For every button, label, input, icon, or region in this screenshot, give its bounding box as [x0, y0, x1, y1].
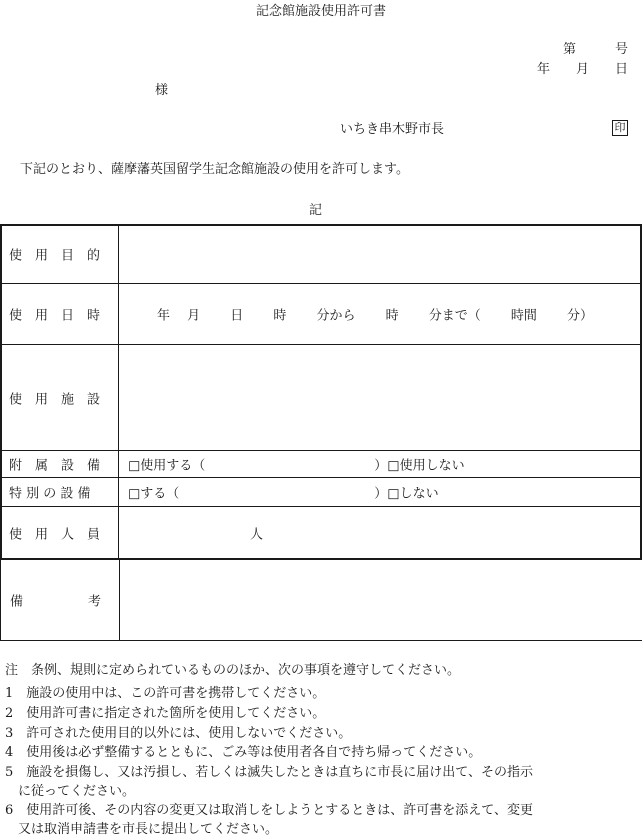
value-datetime: 年 月 日 時 分から 時 分まで（ 時間 分）: [157, 308, 594, 324]
addressee-suffix: 様: [155, 83, 169, 98]
row-headcount: [0, 507, 642, 559]
value-headcount: 人: [250, 527, 264, 543]
seal-mark: 印: [612, 120, 628, 136]
issuer-name: いちき串木野市長: [340, 122, 445, 137]
note-item: 5 施設を損傷し、又は汚損し、若しくは滅失したときは直ちに市長に届け出て、その指示: [5, 765, 534, 780]
label-facility: 使 用 施 設: [9, 392, 101, 407]
row-special-equipment: [0, 478, 642, 506]
intro-text: 下記のとおり、薩摩藩英国留学生記念館施設の使用を許可します。: [20, 162, 409, 177]
note-item: 1 施設の使用中は、この許可書を携帯してください。: [5, 686, 326, 701]
row-remarks: [0, 560, 642, 641]
row-purpose: [0, 224, 642, 283]
permit-form-table: [0, 224, 642, 641]
date-line: 年 月 日: [536, 62, 628, 77]
note-item: 2 使用許可書に指定された箇所を使用してください。: [5, 706, 326, 721]
value-attached-equipment: □使用する（ ）□使用しない: [128, 458, 465, 474]
note-item: 3 許可された使用目的以外には、使用しないでください。: [5, 726, 352, 741]
permit-number-line: 第 号: [562, 42, 628, 57]
row-attached-equipment: [0, 451, 642, 477]
value-special-equipment: □する（ ）□しない: [128, 486, 439, 502]
note-item: 又は取消申請書を市長に提出してください。: [5, 822, 279, 837]
ki-label: 記: [309, 203, 323, 218]
label-remarks: 備 考: [10, 594, 102, 610]
note-item: 4 使用後は必ず整備するとともに、ごみ等は使用者各自で持ち帰ってください。: [5, 745, 482, 760]
label-datetime: 使 用 日 時: [9, 308, 101, 324]
label-special-equipment: 特 別 の 設 備: [9, 486, 91, 502]
row-facility: [0, 345, 642, 450]
label-attached-equipment: 附 属 設 備: [9, 458, 101, 474]
row-datetime: [0, 284, 642, 344]
note-item: に従ってください。: [5, 784, 136, 799]
notes-heading: 注 条例、規則に定められているもののほか、次の事項を遵守してください。: [5, 663, 461, 678]
label-headcount: 使 用 人 員: [9, 527, 101, 543]
note-item: 6 使用許可後、その内容の変更又は取消しをしようとするときは、許可書を添えて、変更: [5, 803, 534, 818]
label-purpose: 使 用 目 的: [9, 248, 101, 263]
document-title: 記念館施設使用許可書: [255, 4, 386, 19]
